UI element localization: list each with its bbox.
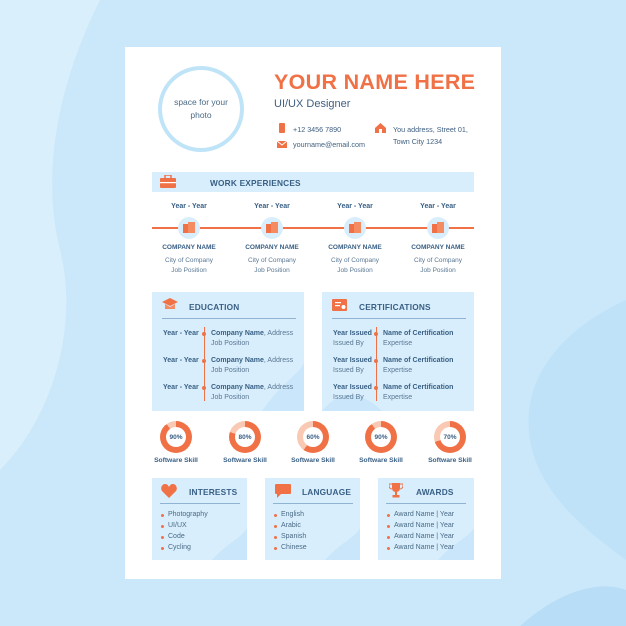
work-timeline-line [152,227,474,229]
skill-percent: 70% [440,427,460,447]
bullet [274,525,277,528]
education-position: Job Position [211,367,250,374]
certification-issuer: Issued By [333,367,364,374]
photo-placeholder-text: space for your photo [174,97,228,120]
building-icon [266,222,278,233]
skill-name: Software Skill [359,457,403,464]
certificate-icon [332,299,347,311]
interest-item: Code [168,533,185,540]
education-position: Job Position [211,394,250,401]
skill-donut [365,421,397,453]
work-city: City of Company [330,257,380,264]
education-address: , Address [263,357,294,364]
education-company: Company Name [211,330,264,337]
work-year: Year - Year [337,203,373,210]
certification-name: Name of Certification [383,330,454,337]
timeline-dot [374,359,378,363]
education-year: Year - Year [163,384,199,391]
language-item: Arabic [281,522,301,529]
section-divider [386,503,466,504]
bullet [161,514,164,517]
education-entry [211,356,293,366]
bullet [274,514,277,517]
award-item: Award Name | Year [394,544,455,551]
speech-bubble-icon [275,484,291,498]
award-item: Award Name | Year [394,533,455,540]
education-company: Company Name [211,384,264,391]
trophy-icon [389,483,403,498]
section-divider [162,318,296,319]
education-address: , Address [263,384,294,391]
skill-donut [160,421,192,453]
education-company: Company Name [211,357,264,364]
email-icon [277,141,287,148]
skill-donut [297,421,329,453]
home-icon [375,123,386,133]
address-line-2: Town City 1234 [393,137,443,146]
heart-icon [161,484,177,498]
interest-item: Cycling [168,544,191,551]
language-item: English [281,511,304,518]
bullet [387,547,390,550]
interest-item: UI/UX [168,522,187,529]
bullet [387,525,390,528]
work-company: COMPANY NAME [411,244,465,251]
bullet [161,536,164,539]
interests-title: INTERESTS [189,487,238,497]
building-icon [349,222,361,233]
phone-icon [279,123,285,133]
certification-issuer: Issued By [333,394,364,401]
certification-name: Name of Certification [383,357,454,364]
award-item: Award Name | Year [394,511,455,518]
certification-year: Year Issued [333,384,372,391]
language-item: Spanish [281,533,307,540]
section-divider [160,503,240,504]
work-position: Job Position [420,267,456,274]
email-address: yourname@email.com [293,140,366,149]
work-year: Year - Year [254,203,290,210]
work-year: Year - Year [420,203,456,210]
skill-name: Software Skill [291,457,335,464]
language-title: LANGUAGE [302,487,352,497]
section-divider [332,318,466,319]
section-divider [273,503,353,504]
education-entry [211,383,293,393]
award-item: Award Name | Year [394,522,455,529]
phone-number: +12 3456 7890 [293,125,342,134]
certification-year: Year Issued [333,330,372,337]
certification-expertise: Expertise [383,367,413,374]
bullet [161,547,164,550]
bullet [274,547,277,550]
timeline-dot [374,332,378,336]
certification-year: Year Issued [333,357,372,364]
education-year: Year - Year [163,357,199,364]
work-year: Year - Year [171,203,207,210]
certification-expertise: Expertise [383,394,413,401]
bullet [161,525,164,528]
skill-percent: 90% [166,427,186,447]
education-position: Job Position [211,340,250,347]
bullet [387,514,390,517]
work-company: COMPANY NAME [162,244,216,251]
briefcase-icon [160,175,176,188]
timeline-dot [374,386,378,390]
work-position: Job Position [337,267,373,274]
role-title: UI/UX Designer [274,98,351,110]
skill-name: Software Skill [223,457,267,464]
skill-percent: 90% [371,427,391,447]
timeline-dot [202,359,206,363]
skill-donut [229,421,261,453]
skill-percent: 80% [235,427,255,447]
timeline-dot [202,332,206,336]
education-entry [211,329,293,339]
work-position: Job Position [254,267,290,274]
skill-name: Software Skill [154,457,198,464]
work-company: COMPANY NAME [328,244,382,251]
graduation-cap-icon [162,298,178,311]
bullet [387,536,390,539]
education-title: EDUCATION [189,302,240,312]
interest-item: Photography [168,511,208,518]
language-item: Chinese [281,544,307,551]
building-icon [183,222,195,233]
work-city: City of Company [164,257,214,264]
photo-placeholder[interactable] [158,66,244,152]
work-city: City of Company [247,257,297,264]
education-year: Year - Year [163,330,199,337]
skill-donut [434,421,466,453]
timeline-dot [202,386,206,390]
work-position: Job Position [171,267,207,274]
skill-name: Software Skill [428,457,472,464]
skill-percent: 60% [303,427,323,447]
certification-expertise: Expertise [383,340,413,347]
awards-title: AWARDS [416,487,454,497]
certification-issuer: Issued By [333,340,364,347]
work-experiences-title: WORK EXPERIENCES [210,178,301,188]
certification-name: Name of Certification [383,384,454,391]
address-line-1: You address, Street 01, [393,125,468,134]
name-heading: YOUR NAME HERE [274,70,476,94]
work-experiences-header [152,172,474,192]
bullet [274,536,277,539]
education-address: , Address [263,330,294,337]
work-company: COMPANY NAME [245,244,299,251]
certifications-title: CERTIFICATIONS [359,302,431,312]
building-icon [432,222,444,233]
address [393,124,468,148]
work-city: City of Company [413,257,463,264]
